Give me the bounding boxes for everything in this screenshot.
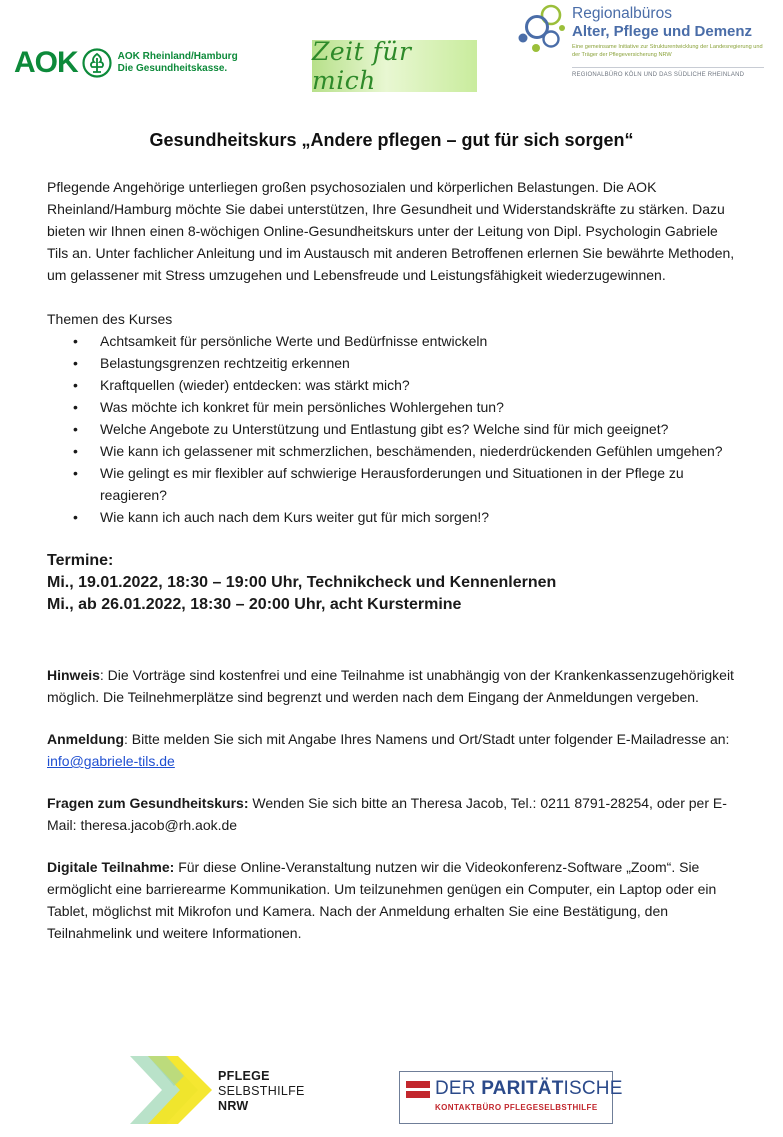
termin-1: Mi., 19.01.2022, 18:30 – 19:00 Uhr, Technikcheck und Kennenlernen (47, 574, 557, 591)
aok-line2: Die Gesundheitskasse. (117, 63, 228, 74)
bullet: • (73, 509, 78, 525)
aok-wordmark: AOK (14, 46, 78, 79)
anmeldung-label: Anmeldung (47, 731, 124, 747)
bullet: • (73, 443, 78, 459)
aok-claim (118, 51, 238, 75)
digital-paragraph (47, 856, 737, 944)
regionalbueros-title: Regionalbüros (572, 5, 672, 22)
zeit-fuer-mich-logo (312, 37, 477, 95)
page-title: Gesundheitskurs „Andere pflegen – gut für sich sorgen“ (149, 130, 634, 150)
list-item: • Kraftquellen (wieder) entdecken: was stärkt mich? (100, 374, 737, 396)
aok-tree-icon (82, 48, 112, 78)
fragen-paragraph (47, 792, 737, 836)
termin-2: Mi., ab 26.01.2022, 18:30 – 20:00 Uhr, acht Kurstermine (47, 596, 462, 613)
pflege-line1: PFLEGE (218, 1069, 270, 1083)
document-body (47, 176, 737, 944)
termine-section (47, 550, 737, 616)
list-item: • Wie kann ich gelassener mit schmerzlichen, beschämenden, niederdrückenden Gefühlen umgehen? (100, 440, 737, 462)
list-item: • Wie gelingt es mir flexibler auf schwierige Herausforderungen und Situationen in der Pflege zu reagieren? (100, 462, 737, 506)
digital-label: Digitale Teilnahme: (47, 859, 175, 875)
list-item: • Welche Angebote zu Unterstützung und Entlastung gibt es? Welche sind für mich geeignet? (100, 418, 737, 440)
paritaetische-name: DER PARITÄTISCHE (435, 1078, 623, 1099)
anmeldung-text: : Bitte melden Sie sich mit Angabe Ihres Namens und Ort/Stadt unter folgender E-Mailadresse an: (124, 731, 730, 747)
hinweis-text: : Die Vorträge sind kostenfrei und eine Teilnahme ist unabhängig von der Krankenkassenzugehörigkeit möglich. Die Teilnehmerplätze sind begrenzt und werden nach dem Eingang der Anmeldungen vergeben. (47, 667, 734, 705)
aok-line1: AOK Rheinland/Hamburg (117, 51, 238, 62)
bullet: • (73, 355, 78, 371)
termine-heading: Termine: (47, 552, 114, 569)
intro-paragraph: Pflegende Angehörige unterliegen großen psychosozialen und körperlichen Belastungen. Die AOK Rheinland/Hamburg möchte Sie dabei unterstützen, Ihre Gesundheit und Widerstandskräfte zu stärken. Dazu bieten wir Ihnen einen 8-wöchigen Online-Gesundheitskurs unter der Leitung von Dipl. Psychologin Gabriele Tils an. Unter fachlicher Anleitung und im Austausch mit anderen Betroffenen erlernen Sie bewährte Methoden, um gelassener mit Stress umzugehen und Lebensfreude und Leistungsfähigkeit wiederzugewinnen. (47, 179, 735, 283)
fragen-label: Fragen zum Gesundheitskurs: (47, 795, 249, 811)
regionalbueros-description: Eine gemeinsame Initiative zur Strukturentwicklung der Landesregierung und der Träger der Pflegeversicherung NRW (572, 44, 763, 58)
hinweis-paragraph (47, 664, 737, 708)
pflege-selbsthilfe-chevron-icon (126, 1052, 216, 1128)
regionalbueros-logo (514, 4, 766, 84)
paritaetische-logo (399, 1071, 623, 1124)
fragen-text: Wenden Sie sich bitte an Theresa Jacob, Tel.: 0211 8791-28254, oder per E-Mail: theresa.jacob@rh.aok.de (47, 795, 727, 833)
bullet: • (73, 399, 78, 415)
hinweis-label: Hinweis (47, 667, 100, 683)
list-item: • Achtsamkeit für persönliche Werte und Bedürfnisse entwickeln (100, 330, 737, 352)
list-item: • Was möchte ich konkret für mein persönliches Wohlergehen tun? (100, 396, 737, 418)
bullet: • (73, 421, 78, 437)
regionalbueros-footer: REGIONALBÜRO KÖLN UND DAS SÜDLICHE RHEINLAND (572, 72, 745, 78)
paritaetische-flag-icon (406, 1079, 430, 1101)
topics-heading: Themen des Kurses (47, 311, 173, 327)
digital-text: Für diese Online-Veranstaltung nutzen wir die Videokonferenz-Software „Zoom“. Sie ermöglicht eine barrierearme Kommunikation. Um teilzunehmen genügen ein Computer, ein Laptop oder ein Tablet, möglichst mit Mikrofon und Kamera. Nach der Anmeldung erhalten Sie eine Bestätigung, den Teilnahmelink und weitere Informationen. (47, 859, 717, 941)
bullet: • (73, 377, 78, 393)
topics-list (47, 330, 737, 528)
bullet: • (73, 465, 78, 481)
pflege-line2: SELBSTHILFE (218, 1084, 305, 1098)
anmeldung-email-link[interactable]: info@gabriele-tils.de (47, 753, 175, 769)
pflege-line3: NRW (218, 1099, 249, 1113)
regionalbueros-divider (572, 67, 764, 68)
zeit-fuer-mich-text: Zeit für mich (312, 37, 412, 95)
regionalbueros-subtitle: Alter, Pflege und Demenz (572, 23, 753, 40)
aok-logo (14, 42, 238, 84)
list-item: • Belastungsgrenzen rechtzeitig erkennen (100, 352, 737, 374)
bullet: • (73, 333, 78, 349)
regionalbueros-circles-icon (514, 4, 568, 58)
list-item: • Wie kann ich auch nach dem Kurs weiter gut für mich sorgen!? (100, 506, 737, 528)
anmeldung-paragraph (47, 728, 737, 772)
paritaetische-subtitle: KONTAKTBÜRO PFLEGESELBSTHILFE (435, 1103, 598, 1112)
pflege-selbsthilfe-logo (126, 1050, 306, 1130)
pflege-selbsthilfe-text (218, 1069, 305, 1114)
